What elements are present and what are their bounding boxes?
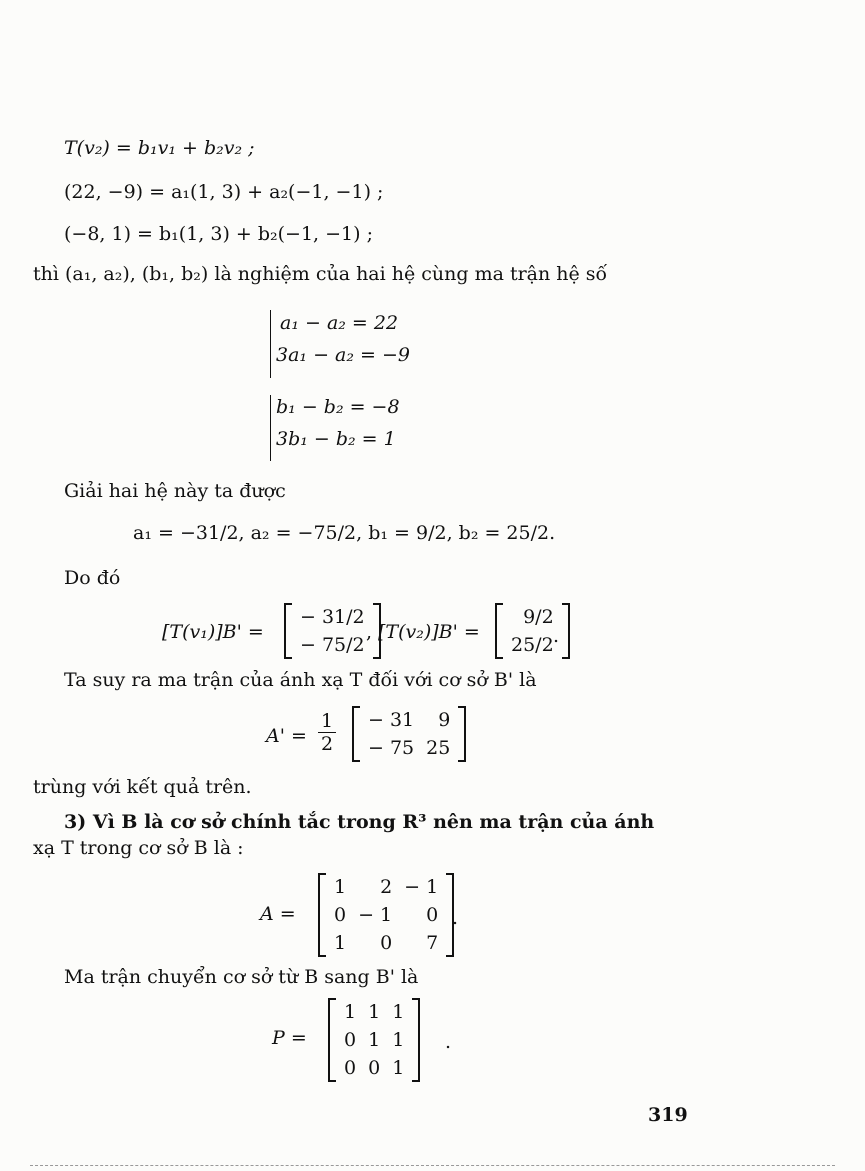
period: . [445,1031,452,1053]
fraction-one-half: $\frac{1}{2}$ [318,710,336,755]
system-1-brace [270,310,271,378]
matrix-P-label: P = [272,1027,307,1049]
vector-1-label: [T(v₁)]B' = [162,621,264,643]
matrix-cell: 1 [368,1001,381,1023]
matrix-Aprime-label: A' = [266,725,307,747]
system-1-row-2: 3a₁ − a₂ = −9 [276,344,410,366]
bottom-rule [30,1165,835,1166]
matrix-cell: 1 [334,876,347,898]
system-2-row-1: b₁ − b₂ = −8 [276,396,400,418]
period: . [553,625,560,647]
text-line-therefore: Do đó [64,567,121,589]
matrix-Aprime [352,706,466,762]
vector-2-label: [T(v₂)]B' = [378,621,480,643]
text-line-transition: Ma trận chuyển cơ sở từ B sang B' là [64,966,419,988]
matrix-cell: 1 [392,1001,405,1023]
system-2-row-2: 3b₁ − b₂ = 1 [276,428,396,450]
matrix-cell: 0 [380,932,393,954]
vector-2-entry: 25/2 [511,634,554,656]
period: . [452,907,459,929]
matrix-A-label: A = [260,903,296,925]
matrix-cell: 1 [344,1001,357,1023]
item-3-line-2: xạ T trong cơ sở B là : [33,837,244,859]
page-number: 319 [648,1104,688,1126]
system-2-brace [270,395,271,461]
matrix-cell: − 1 [358,904,393,926]
matrix-cell: 1 [334,932,347,954]
text-line-matches: trùng với kết quả trên. [33,776,252,798]
equation-line-1: T(v₂) = b₁v₁ + b₂v₂ ; [64,137,255,159]
matrix-cell: − 75 [368,737,415,759]
matrix-cell: − 1 [404,876,439,898]
matrix-A [318,873,454,957]
matrix-cell: − 31 [368,709,415,731]
matrix-cell: 1 [368,1029,381,1051]
matrix-cell: 0 [368,1057,381,1079]
matrix-P [328,998,420,1082]
text-line-systems-intro: thì (a₁, a₂), (b₁, b₂) là nghiệm của hai hệ cùng ma trận hệ số [33,263,608,285]
matrix-cell: 1 [392,1029,405,1051]
matrix-cell: 0 [426,904,439,926]
matrix-cell: 0 [344,1029,357,1051]
matrix-cell: 1 [392,1057,405,1079]
item-3-line-1: 3) Vì B là cơ sở chính tắc trong R³ nên ma trận của ánh [64,811,655,833]
system-1-row-1: a₁ − a₂ = 22 [280,312,399,334]
matrix-cell: 7 [426,932,439,954]
vector-1-entry: − 31/2 [300,606,365,628]
vector-2-entry: 9/2 [523,606,554,628]
text-line-solve: Giải hai hệ này ta được [64,480,286,502]
matrix-cell: 2 [380,876,393,898]
matrix-cell: 0 [344,1057,357,1079]
matrix-cell: 0 [334,904,347,926]
comma: , [366,621,373,643]
text-line-deduce: Ta suy ra ma trận của ánh xạ T đối với cơ sở B' là [64,669,537,691]
vector-1-entry: − 75/2 [300,634,365,656]
equation-line-3: (−8, 1) = b₁(1, 3) + b₂(−1, −1) ; [64,223,374,245]
equation-line-2: (22, −9) = a₁(1, 3) + a₂(−1, −1) ; [64,181,384,203]
solution-line: a₁ = −31/2, a₂ = −75/2, b₁ = 9/2, b₂ = 25/2. [133,522,556,544]
matrix-cell: 25 [426,737,451,759]
matrix-cell: 9 [438,709,451,731]
